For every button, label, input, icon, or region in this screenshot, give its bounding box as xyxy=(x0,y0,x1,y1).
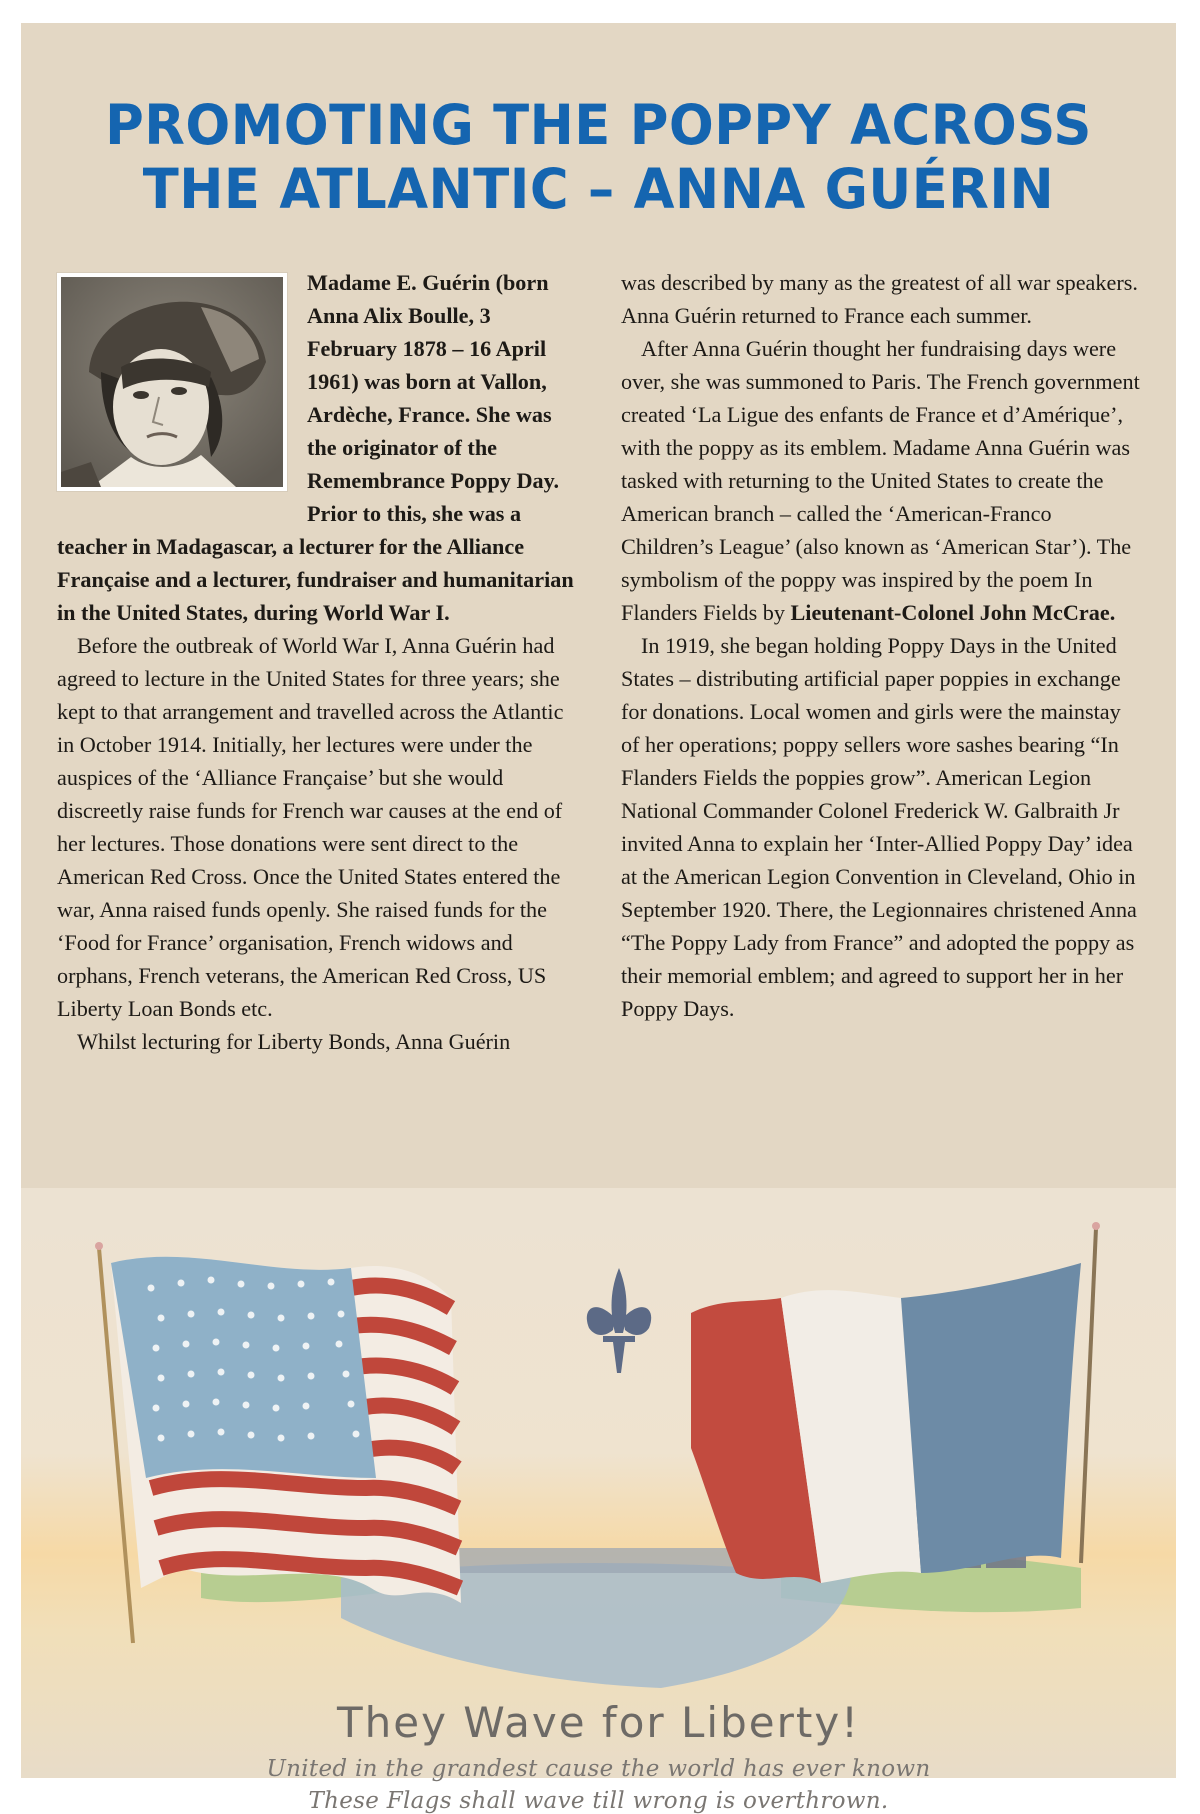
body-paragraph-4: In 1919, she began holding Poppy Days in the United States – distributing artificial paper poppies in exchange for donations. Local women and girls were the mainstay of her operations; poppy sellers wore sashes bearing “In Flanders Fields the poppies grow”. American Legion National Commander Colonel Frederick W. Galbraith Jr invited Anna to explain her ‘Inter-Allied Poppy Day’ idea at the American Legion Convention in Cleveland, Ohio in September 1920. There, the Legionnaires christened Anna “The Poppy Lady from France” and adopted the poppy as their memorial emblem; and agreed to support her in her Poppy Days. xyxy=(621,633,1137,1021)
poet-name: Lieutenant-Colonel John McCrae. xyxy=(790,600,1116,625)
french-flag xyxy=(691,1263,1081,1583)
title-line-1: PROMOTING THE POPPY ACROSS xyxy=(105,93,1092,157)
body-paragraph-2-end: was described by many as the greatest of all war speakers. Anna Guérin returned to France each summer. xyxy=(621,270,1138,328)
postcard-headline: They Wave for Liberty! xyxy=(336,1698,861,1747)
body-paragraph-3: After Anna Guérin thought her fundraising days were over, she was summoned to Paris. The French government created ‘La Ligue des enfants de France et d’Amérique’, with the poppy as its emblem. Madame Anna Guérin was tasked with returning to the United States to create the American branch – called the ‘American-Franco Children’s League’ (also known as ‘American Star’). The symbolism of the poppy was inspired by the poem In Flanders Fields by Lieutenant-Colonel John McCrae. xyxy=(621,336,1140,625)
left-column xyxy=(57,266,577,1058)
body-paragraph-1: Before the outbreak of World War I, Anna Guérin had agreed to lecture in the United States for three years; she kept to that arrangement and travelled across the Atlantic in October 1914. Initially, her lectures were under the auspices of the ‘Alliance Française’ but she would discreetly raise funds for French war causes at the end of her lectures. Those donations were sent direct to the American Red Cross. Once the United States entered the war, Anna raised funds openly. She raised funds for the ‘Food for France’ organisation, French widows and orphans, French veterans, the American Red Cross, US Liberty Loan Bonds etc. xyxy=(57,633,564,1021)
american-flag xyxy=(111,1257,461,1603)
postcard-illustration xyxy=(21,1188,1176,1778)
article-page xyxy=(21,23,1176,1814)
intro-paragraph: Madame E. Guérin (born Anna Alix Boulle, 3 February 1878 – 16 April 1961) was born at Vallon, Ardèche, France. She was the originator of the Remembrance Poppy Day. Prior to this, she was a teacher in Madagascar, a lecturer for the Alliance Française and a lecturer, fundraiser and humanitarian in the United States, during World War I. xyxy=(57,270,574,625)
portrait-image xyxy=(61,277,283,487)
portrait-photo xyxy=(57,273,287,491)
postcard-verse-line-2: These Flags shall wave till wrong is overthrown. xyxy=(308,1788,889,1814)
right-column xyxy=(621,266,1141,1025)
article-title xyxy=(44,93,1153,221)
postcard-verse-line-1: United in the grandest cause the world has ever known xyxy=(266,1756,931,1782)
body-paragraph-2-start: Whilst lecturing for Liberty Bonds, Anna Guérin xyxy=(77,1029,511,1054)
title-line-2: THE ATLANTIC – ANNA GUÉRIN xyxy=(142,157,1055,221)
flags-postcard xyxy=(21,1188,1176,1814)
